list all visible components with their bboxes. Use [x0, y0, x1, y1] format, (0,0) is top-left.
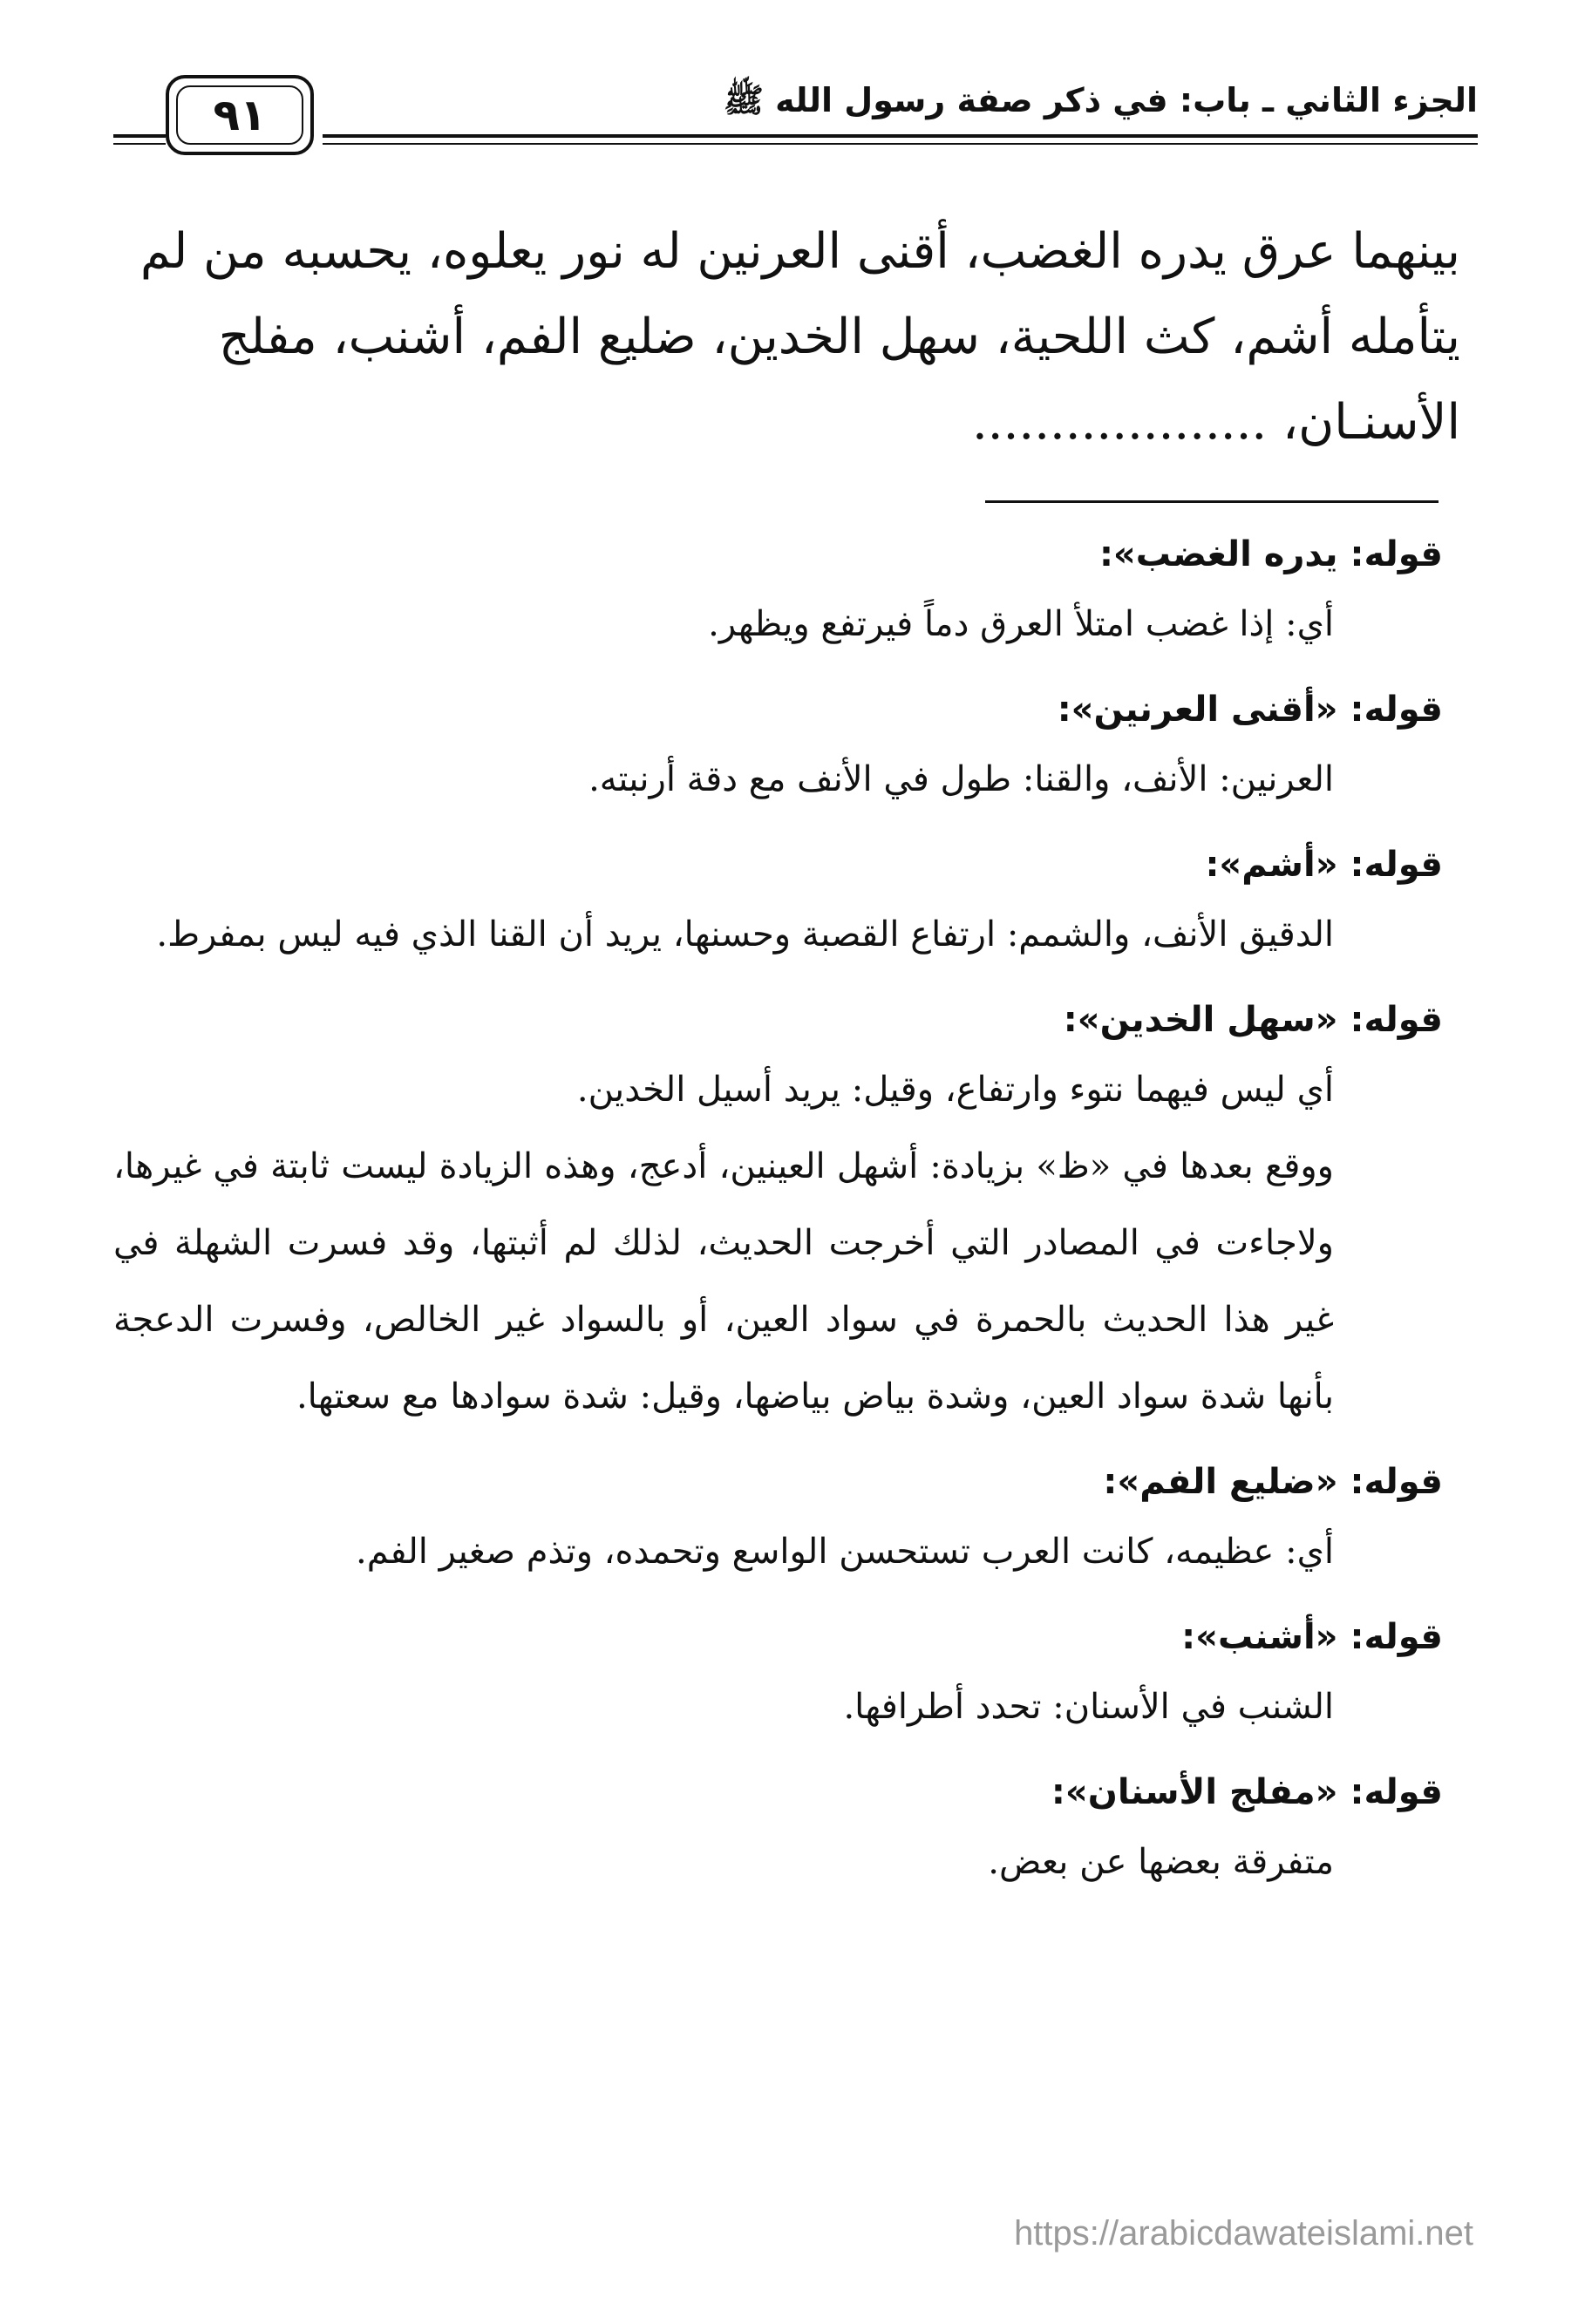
note-heading: قوله: «أقنى العرنين»: — [1057, 690, 1443, 730]
page-header — [113, 70, 1478, 166]
note-body: العرنين: الأنف، والقنا: طول في الأنف مع دقة أرنبته. — [588, 759, 1334, 799]
footnote-separator — [985, 500, 1439, 503]
note-body: الشنب في الأسنان: تحدد أطرافها. — [843, 1687, 1334, 1727]
main-text-line — [113, 380, 1460, 465]
page-number: ٩١ — [213, 90, 267, 140]
main-text-line-end: الأسنـان، — [1282, 394, 1460, 451]
running-header-title: الجزء الثاني ـ باب: في ذكر صفة رسول الله ﷺ — [724, 81, 1478, 119]
commentary-notes — [113, 523, 1443, 1916]
note-item — [113, 678, 1443, 818]
header-rule — [323, 143, 1478, 145]
note-heading: قوله: «مفلج الأسنان»: — [1051, 1772, 1443, 1812]
page-number-frame — [166, 75, 314, 155]
note-body: أي ليس فيهما نتوء وارتفاع، وقيل: يريد أسيل الخدين. — [576, 1070, 1334, 1110]
note-item — [113, 989, 1443, 1435]
note-heading: قوله: «أشنب»: — [1181, 1617, 1443, 1657]
main-text-line: يتأمله أشم، كث اللحية، سهل الخدين، ضليع الفم، أشنب، مفلج — [218, 309, 1460, 365]
note-body-extra: ووقع بعدها في «ظ» بزيادة: أشهل العينين، أدعج، وهذه الزيادة ليست ثابتة في غيرها، ولاجاءت في المصادر التي أخرجت الحديث، لذلك لم أثبتها، وقد فسرت الشهلة في غير هذا الحديث بالحمرة في سواد العين، أو بالسواد غير الخالص، وفسرت الدعجة بأنها شدة سواد العين، وشدة بياض بياضها، وقيل: شدة سوادها مع سعتها. — [113, 1146, 1335, 1417]
note-body: أي: إذا غضب امتلأ العرق دماً فيرتفع ويظهر. — [708, 604, 1334, 644]
note-body: متفرقة بعضها عن بعض. — [988, 1842, 1334, 1882]
note-item — [113, 833, 1443, 973]
main-text — [113, 209, 1460, 465]
watermark-url: https://arabicdawateislami.net — [1014, 2214, 1473, 2253]
note-item — [113, 523, 1443, 663]
header-rule — [323, 134, 1478, 138]
note-item — [113, 1761, 1443, 1900]
main-text-line: بينهما عرق يدره الغضب، أقنى العرنين له نور يعلوه، يحسبه من لم — [139, 223, 1460, 280]
ellipsis-dots: ................... — [971, 394, 1268, 451]
note-heading: قوله: «أشم»: — [1205, 845, 1443, 885]
header-rule — [113, 134, 166, 138]
note-heading: قوله: «سهل الخدين»: — [1063, 1000, 1443, 1040]
note-item — [113, 1606, 1443, 1745]
note-body: أي: عظيمه، كانت العرب تستحسن الواسع وتحمده، وتذم صغير الفم. — [356, 1532, 1334, 1572]
note-heading: قوله: «ضليع الفم»: — [1103, 1462, 1443, 1502]
header-rule — [113, 143, 166, 145]
note-item — [113, 1451, 1443, 1590]
note-heading: قوله: يدره الغضب»: — [1098, 534, 1443, 574]
note-body: الدقيق الأنف، والشمم: ارتفاع القصبة وحسنها، يريد أن القنا الذي فيه ليس بمفرط. — [156, 914, 1334, 955]
